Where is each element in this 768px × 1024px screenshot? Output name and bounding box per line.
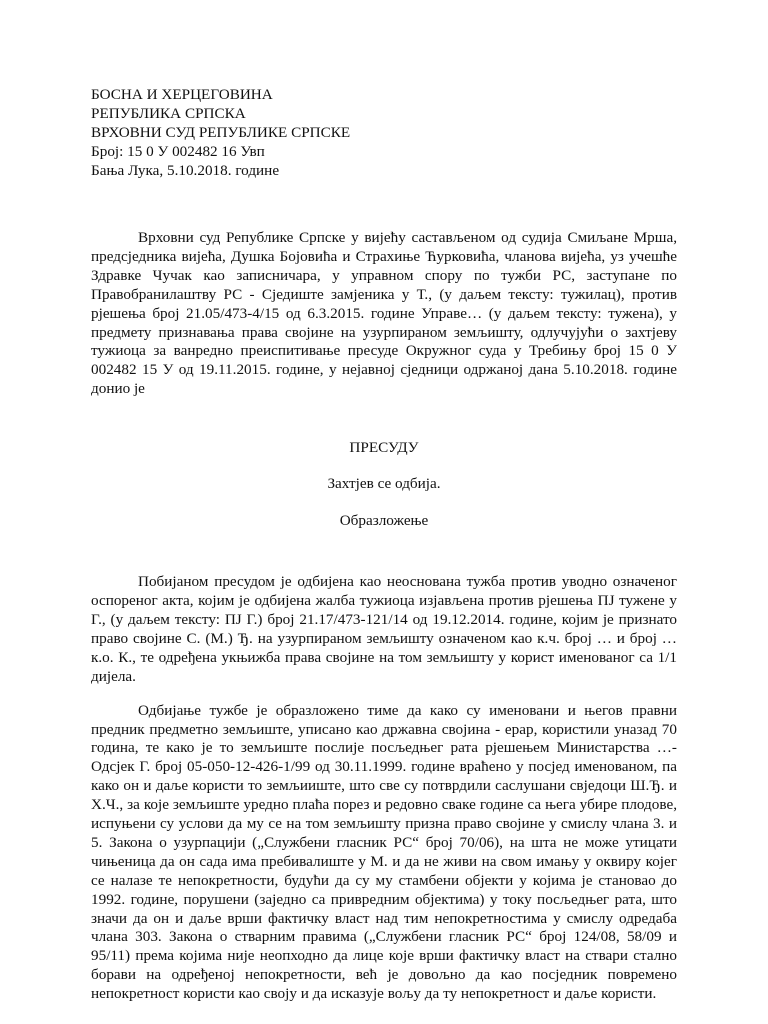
place-date: Бања Лука, 5.10.2018. године	[91, 162, 280, 179]
reasoning-paragraph: Побијаном пресудом је одбијена као неоснована тужба против уводно означеног оспореног акта, којим је одбијена жалба тужиоца изјављена против рјешења ПЈ тужене у Г., (у даљем тексту: ПЈ Г.) број 21.17/473-121/14 од 19.12.2014. године, којим је признато право својине С. (М.) Ђ. на узурпираном земљишту означеном као к.ч. број … и број … к.о. К., те одређена укњижба права својине на том земљишту у корист именованог са 1/1 дијела.	[91, 573, 677, 685]
decision-text: Захтјев се одбија.	[327, 475, 441, 493]
court-name: ВРХОВНИ СУД РЕПУБЛИКЕ СРПСКЕ	[91, 124, 351, 141]
court-header	[91, 85, 677, 180]
case-number: Број: 15 0 У 002482 16 Увп	[91, 143, 265, 160]
verdict-title: ПРЕСУДУ	[349, 439, 419, 457]
intro-paragraph: Врховни суд Републике Српске у вијећу састављеном од судија Смиљане Мрша, предсједника вијећа, Душка Бојовића и Страхиње Ћурковића, чланова вијећа, уз учешће Здравке Чучак као записничара, у управном спору по тужби РС, заступане по Правобранилаштву РС - Сједиште замјеника у Т., (у даљем тексту: тужилац), против рјешења број 21.05/473-4/15 од 6.3.2015. године Управе… (у даљем тексту: тужена), у предмету признавања права својине на узурпираном земљишту, одлучујући о захтјеву тужиоца за ванредно преиспитивање пресуде Окружног суда у Требињу број 15 0 У 002482 15 У од 19.11.2015. године, у нејавној сједници одржаној дана 5.10.2018. године донио је	[91, 229, 677, 398]
country-name: БОСНА И ХЕРЦЕГОВИНА	[91, 86, 273, 103]
entity-name: РЕПУБЛИКА СРПСКА	[91, 105, 246, 122]
reasoning-paragraph: Одбијање тужбе је образложено тиме да како су именовани и његов правни предник предметно земљиште, уписано као државна својина - ерар, користили уназад 70 година, те како је то земљиште послије посљедњег рата рјешењем Министарства …- Одсјек Г. број 05-050-12-426-1/99 од 30.11.1999. године враћено у посјед именованом, па како он и даље користи то земљииште, што све су потврдили саслушани свједоци Ш.Ђ. и Х.Ч., за које земљиште уредно плаћа порез и редовно сваке године са њега убире плодове, испуњени су услови да му се на том земљишту призна право својине у смислу члана 3. и 5. Закона о узурпацији („Службени гласник РС“ број 70/06), на шта не може утицати чињеница да он сада има пребивалиште у М. и да не живи на свом имању у оквиру којег се налазе те непокретности, будући да су му стамбени објекти у којима је становао до 1992. године, порушени (заједно са привредним објектима) у току посљедњег рата, што значи да он и даље врши фактичку власт над тим непокретностима у смислу одредаба члана 303. Закона о стварним правима („Службени гласник РС“ број 124/08, 58/09 и 95/11) према којима није неопходно да лице које врши фактичку власт на ствари стално борави на одређеној непокретности, већ је довољно да као посједник повремено непокретност користи као своју и да исказује вољу да ту непокретност и даље користи.	[91, 701, 677, 1003]
reasoning-title: Образложење	[339, 512, 429, 530]
